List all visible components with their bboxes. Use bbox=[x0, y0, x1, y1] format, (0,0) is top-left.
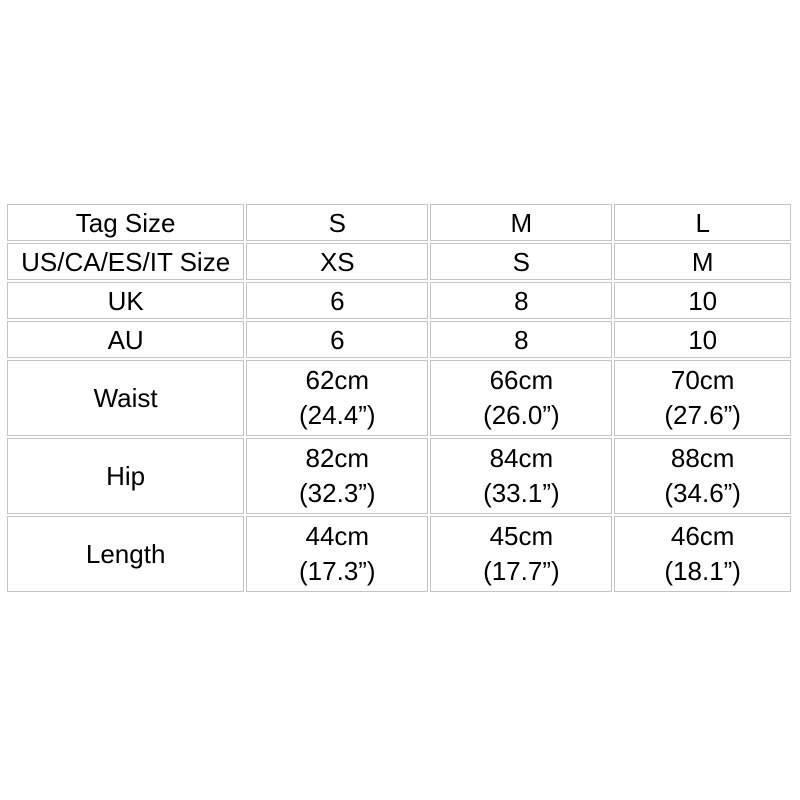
cm-value: 82cm bbox=[305, 443, 370, 473]
cell-waist-m bbox=[430, 360, 612, 436]
cell-waist-l bbox=[614, 360, 791, 436]
cell-tag-size-l: L bbox=[614, 204, 791, 241]
cell-us-size-s: XS bbox=[246, 243, 428, 280]
inch-value: (32.3”) bbox=[299, 478, 376, 508]
cm-value: 62cm bbox=[305, 365, 370, 395]
row-au bbox=[7, 321, 791, 358]
row-waist bbox=[7, 360, 791, 436]
cm-value: 45cm bbox=[489, 521, 554, 551]
inch-value: (17.3”) bbox=[299, 556, 376, 586]
cm-value: 88cm bbox=[670, 443, 735, 473]
cell-length-m bbox=[430, 516, 612, 592]
cell-uk-m: 8 bbox=[430, 282, 612, 319]
row-label: Waist bbox=[7, 360, 244, 436]
row-label: Tag Size bbox=[7, 204, 244, 241]
cm-value: 84cm bbox=[489, 443, 554, 473]
row-length bbox=[7, 516, 791, 592]
cell-uk-l: 10 bbox=[614, 282, 791, 319]
inch-value: (33.1”) bbox=[483, 478, 560, 508]
row-us-ca-es-it-size bbox=[7, 243, 791, 280]
cell-hip-m bbox=[430, 438, 612, 514]
row-hip bbox=[7, 438, 791, 514]
row-label: Hip bbox=[7, 438, 244, 514]
cell-au-m: 8 bbox=[430, 321, 612, 358]
cm-value: 66cm bbox=[489, 365, 554, 395]
cell-tag-size-s: S bbox=[246, 204, 428, 241]
cell-us-size-m: S bbox=[430, 243, 612, 280]
inch-value: (34.6”) bbox=[664, 478, 741, 508]
cell-au-s: 6 bbox=[246, 321, 428, 358]
cell-hip-l bbox=[614, 438, 791, 514]
cm-value: 44cm bbox=[305, 521, 370, 551]
inch-value: (27.6”) bbox=[664, 400, 741, 430]
cell-uk-s: 6 bbox=[246, 282, 428, 319]
row-label: AU bbox=[7, 321, 244, 358]
inch-value: (24.4”) bbox=[299, 400, 376, 430]
row-label: UK bbox=[7, 282, 244, 319]
cell-length-s bbox=[246, 516, 428, 592]
cell-waist-s bbox=[246, 360, 428, 436]
row-label: Length bbox=[7, 516, 244, 592]
row-uk bbox=[7, 282, 791, 319]
inch-value: (26.0”) bbox=[483, 400, 560, 430]
inch-value: (18.1”) bbox=[664, 556, 741, 586]
row-label: US/CA/ES/IT Size bbox=[7, 243, 244, 280]
cell-us-size-l: M bbox=[614, 243, 791, 280]
row-tag-size bbox=[7, 204, 791, 241]
cm-value: 70cm bbox=[670, 365, 735, 395]
cm-value: 46cm bbox=[670, 521, 735, 551]
cell-au-l: 10 bbox=[614, 321, 791, 358]
cell-hip-s bbox=[246, 438, 428, 514]
size-chart-table bbox=[5, 202, 793, 594]
inch-value: (17.7”) bbox=[483, 556, 560, 586]
cell-tag-size-m: M bbox=[430, 204, 612, 241]
cell-length-l bbox=[614, 516, 791, 592]
